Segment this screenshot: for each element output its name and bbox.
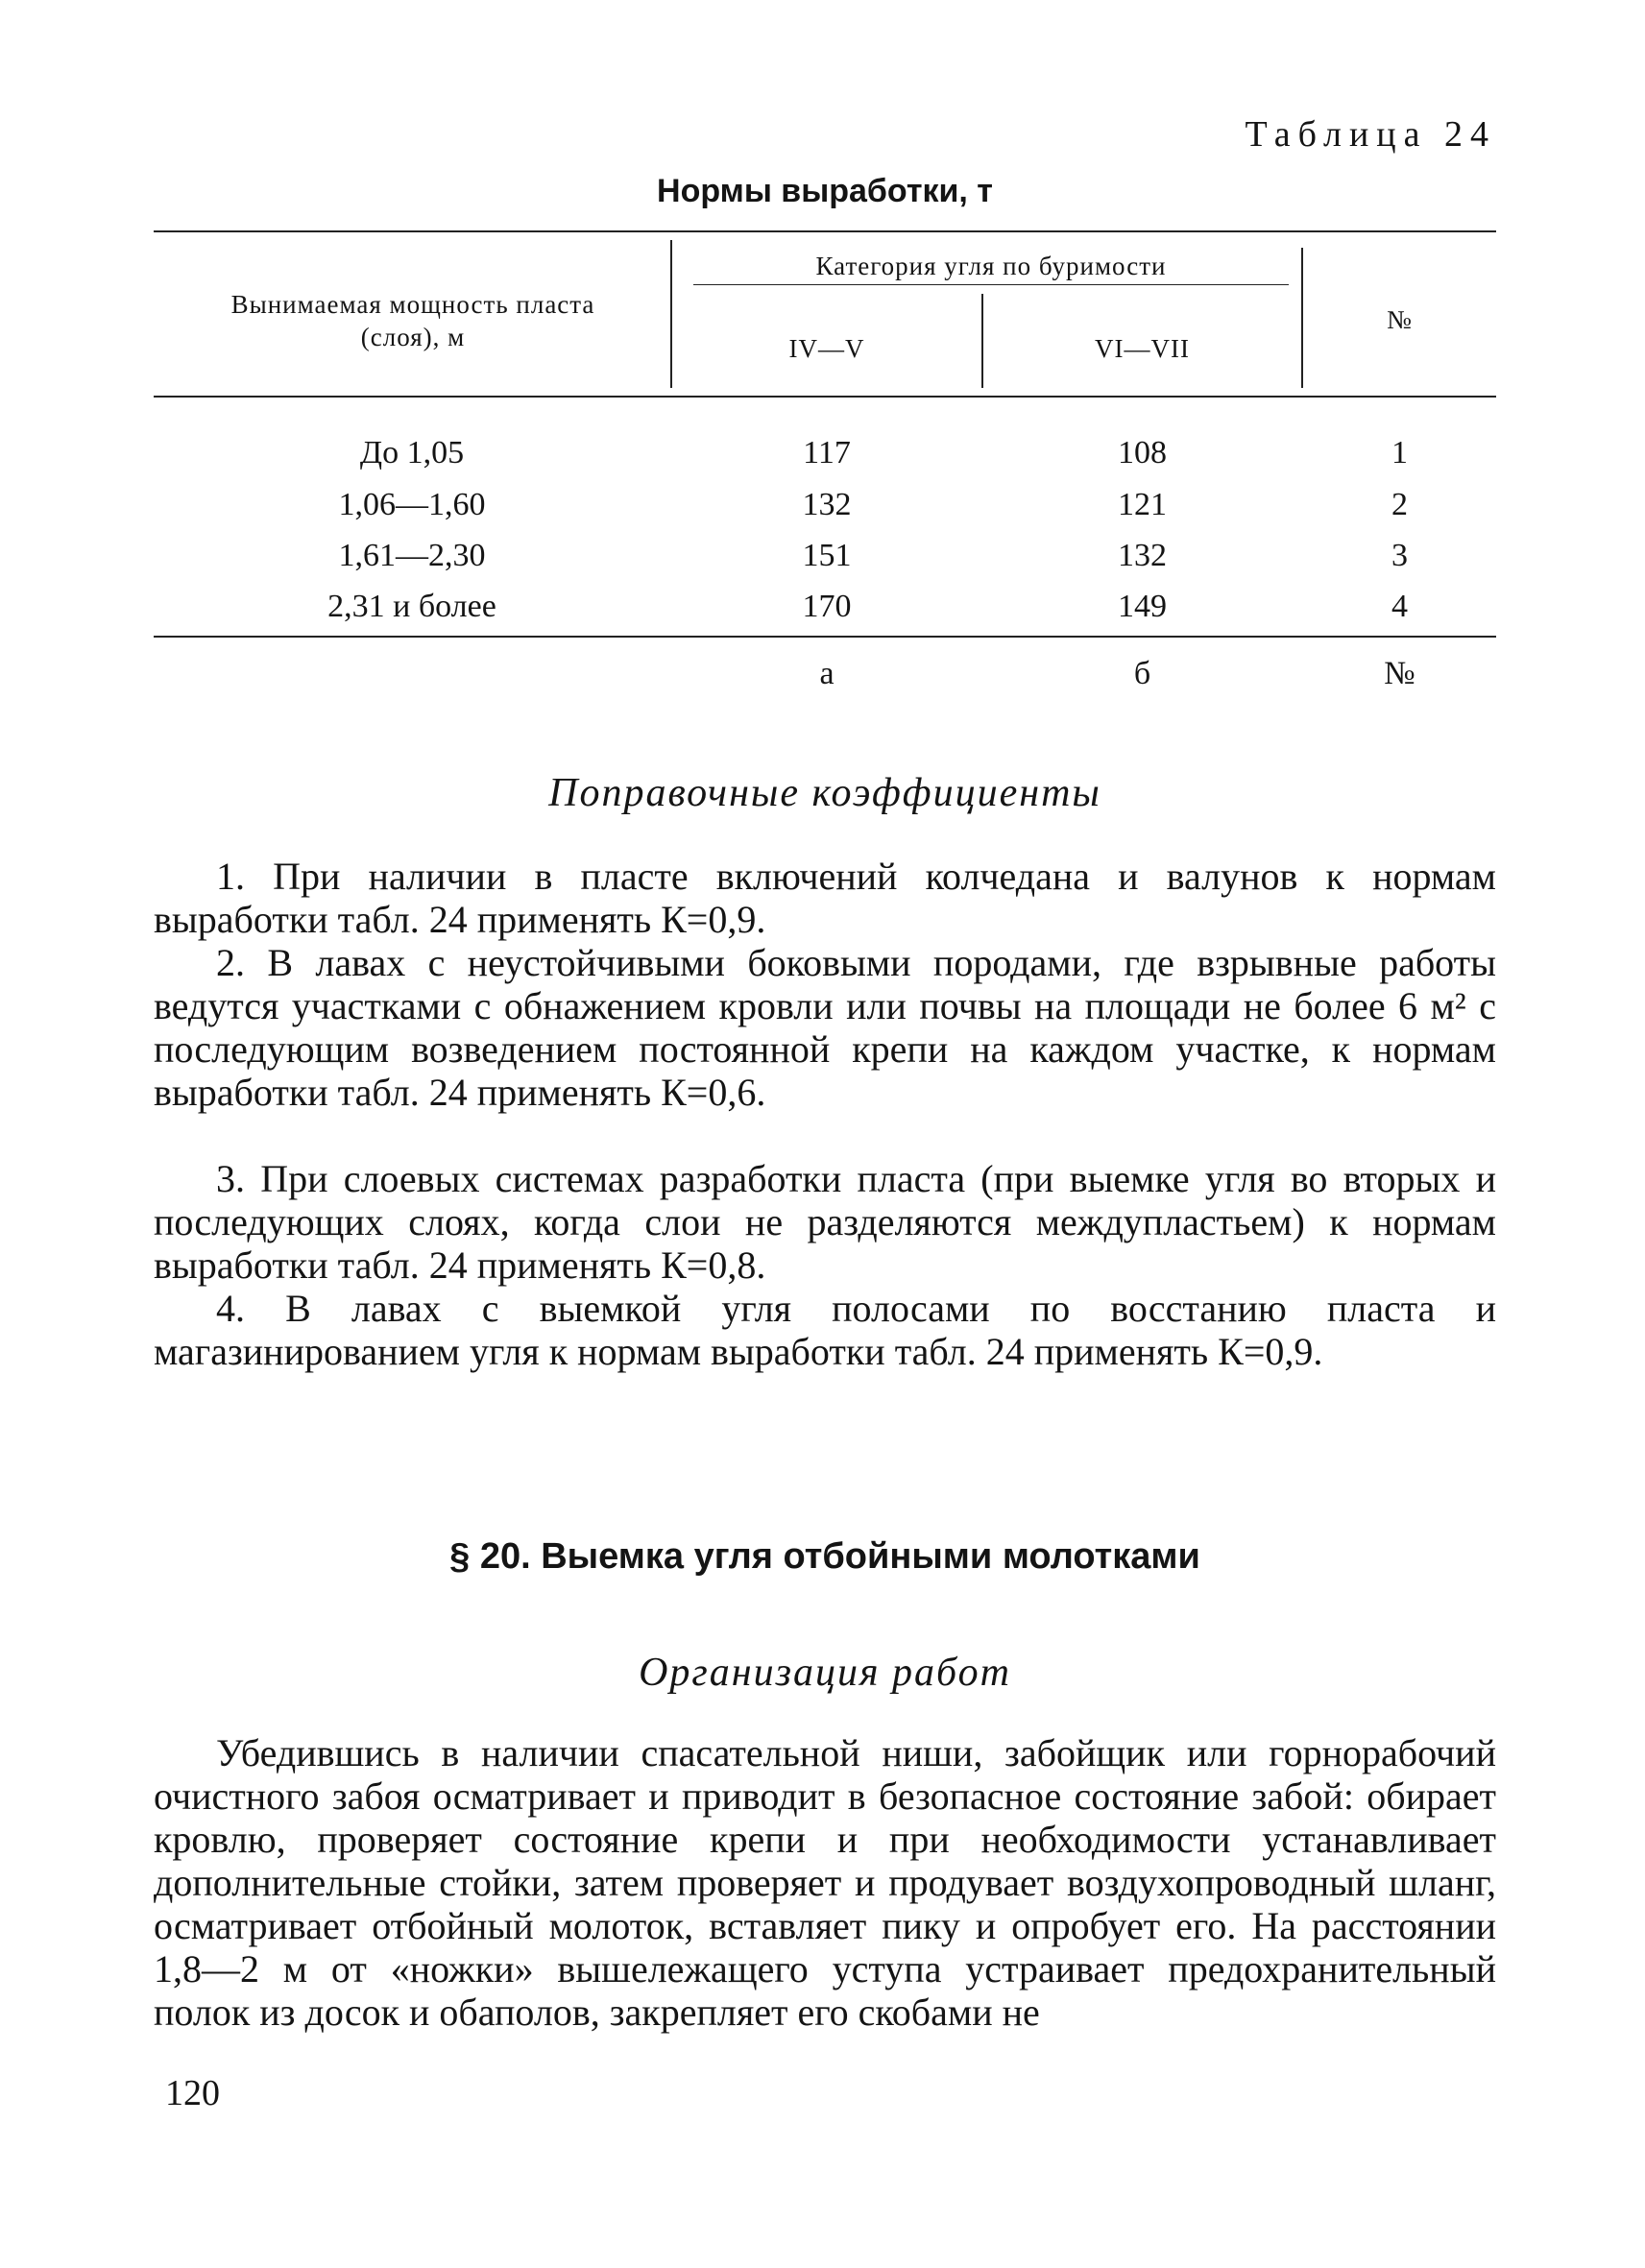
correction-4: 4. В лавах с выемкой угля полосами по восстанию пласта и магазинированием угля к нормам выработки табл. 24 применять К=0,9. [154, 1287, 1496, 1373]
book-page [154, 0, 1496, 2268]
row-4-b: 149 [1118, 589, 1167, 624]
correction-1: 1. При наличии в пласте включений колчедана и валунов к нормам выработки табл. 24 применять К=0,9. [154, 855, 1496, 941]
table-bottom-rule [154, 636, 1496, 638]
page-number: 120 [165, 2073, 220, 2113]
table-header-rule [154, 396, 1496, 398]
row-1-b: 108 [1118, 435, 1167, 470]
row-2-no: 2 [1391, 487, 1408, 522]
row-1-a: 117 [803, 435, 851, 470]
row-4-a: 170 [802, 589, 852, 624]
correction-2: 2. В лавах с неустойчивыми боковыми породами, где взрывные работы ведутся участками с обнажением кровли или почвы на площади не более 6 м² с последующим возведением постоянной крепи на каждом участке, к нормам выработки табл. 24 применять К=0,6. [154, 941, 1496, 1114]
row-3-b: 132 [1118, 538, 1167, 573]
footer-b: б [1133, 656, 1151, 691]
row-2-a: 132 [802, 487, 852, 522]
row-3-no: 3 [1391, 538, 1408, 573]
footer-a: а [819, 656, 835, 691]
row-2-thickness: 1,06—1,60 [338, 487, 486, 522]
footer-no: № [1384, 656, 1415, 691]
section-paragraph: Убедившись в наличии спасательной ниши, забойщик или горнорабочий очистного забоя осматривает и приводит в безопасное состояние забой: обирает кровлю, проверяет состояние крепи и при необходимости устанавливает дополнительные стойки, затем проверяет и продувает воздухопроводный шланг, осматривает отбойный молоток, вставляет пику и опробует его. На расстоянии 1,8—2 м от «ножки» вышележащего уступа устраивает предохранительный полок из досок и обаполов, закрепляет его скобами не [154, 1731, 1496, 2034]
table-label: Таблица 24 [1245, 114, 1496, 155]
corrections-heading: Поправочные коэффициенты [548, 771, 1101, 815]
table-divider-1 [670, 240, 672, 388]
header-thickness: Вынимаемая мощность пласта (слоя), м [230, 290, 595, 351]
row-3-a: 151 [802, 538, 852, 573]
section-title: § 20. Выемка угля отбойными молотками [449, 1536, 1200, 1577]
row-4-no: 4 [1391, 589, 1408, 624]
row-2-b: 121 [1118, 487, 1167, 522]
row-1-thickness: До 1,05 [359, 435, 465, 470]
header-col-a: IV—V [788, 334, 865, 363]
section-subheading: Организация работ [639, 1651, 1011, 1695]
row-3-thickness: 1,61—2,30 [338, 538, 486, 573]
correction-3: 3. При слоевых системах разработки пласта (при выемке угля во вторых и последующих слоях, когда слои не разделяются междупластьем) к нормам выработки табл. 24 применять К=0,8. [154, 1157, 1496, 1287]
row-1-no: 1 [1391, 435, 1408, 470]
row-4-thickness: 2,31 и более [327, 589, 496, 624]
table-title: Нормы выработки, т [657, 173, 993, 209]
table-top-rule [154, 230, 1496, 232]
header-col-no: № [1387, 305, 1413, 334]
header-col-b: VI—VII [1095, 334, 1190, 363]
header-category: Категория угля по буримости [815, 252, 1167, 280]
category-rule [693, 284, 1289, 285]
